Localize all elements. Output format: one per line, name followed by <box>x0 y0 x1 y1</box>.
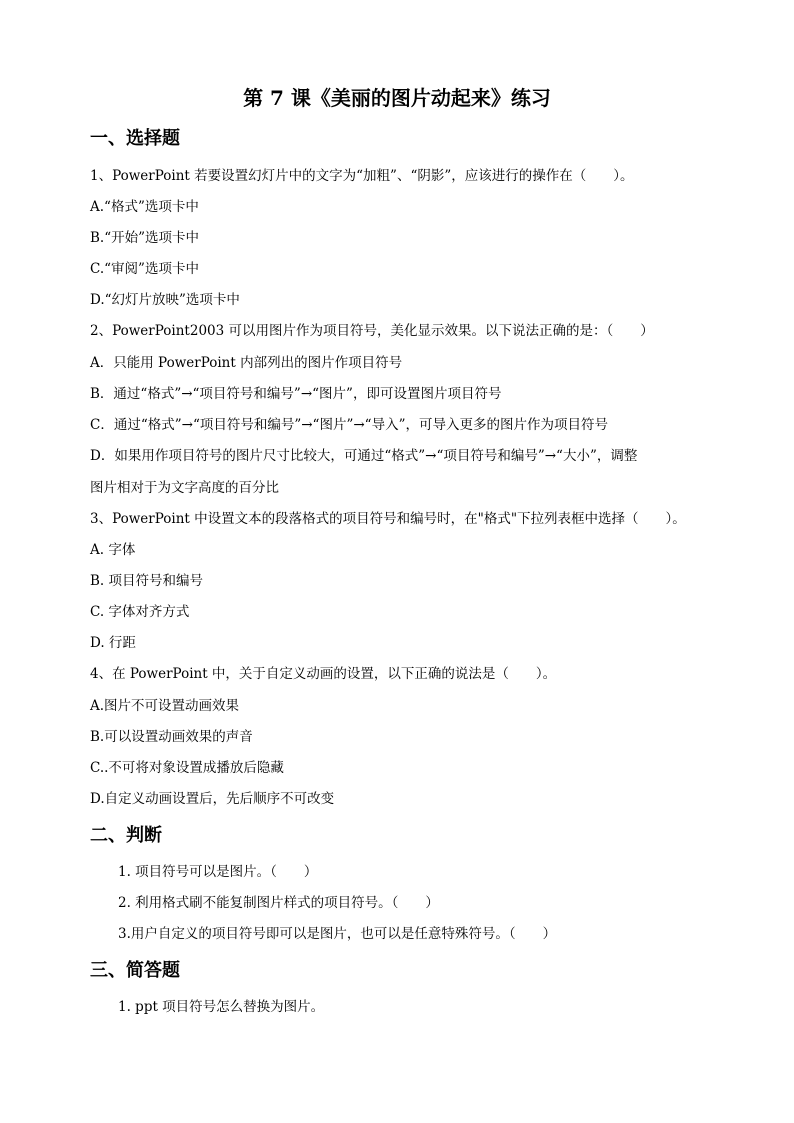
page-title: 第 7 课《美丽的图片动起来》练习 <box>243 86 551 110</box>
question-2-option-d-continued: 图片相对于为文字高度的百分比 <box>90 480 279 496</box>
short-answer-item-1: 1. ppt 项目符号怎么替换为图片。 <box>118 999 325 1015</box>
question-3-stem: 3、PowerPoint 中设置文本的段落格式的项目符号和编号时，在"格式"下拉列表框中选择（ ）。 <box>90 511 686 527</box>
question-2-option-a: A．只能用 PowerPoint 内部列出的图片作项目符号 <box>90 355 403 371</box>
question-2-option-c: C．通过“格式”→“项目符号和编号”→“图片”→“导入”，可导入更多的图片作为项目符号 <box>90 417 608 433</box>
question-1-option-a: A.“格式”选项卡中 <box>90 199 199 215</box>
question-2-option-b: B．通过“格式”→“项目符号和编号”→“图片”，即可设置图片项目符号 <box>90 386 502 402</box>
question-1-option-d: D.“幻灯片放映”选项卡中 <box>90 292 240 308</box>
question-4-option-c: C..不可将对象设置成播放后隐藏 <box>90 760 284 776</box>
judge-item-3: 3.用户自定义的项目符号即可以是图片，也可以是任意特殊符号。（ ） <box>118 926 557 942</box>
question-1-option-c: C.“审阅”选项卡中 <box>90 261 199 277</box>
section-heading-choice: 一、选择题 <box>90 128 180 149</box>
judge-item-1: 1. 项目符号可以是图片。（ ） <box>118 864 318 880</box>
question-3-option-c: C. 字体对齐方式 <box>90 604 190 620</box>
question-4-stem: 4、在 PowerPoint 中，关于自定义动画的设置，以下正确的说法是（ ）。 <box>90 666 557 682</box>
question-3-option-a: A. 字体 <box>90 542 136 558</box>
question-2-option-d: D．如果用作项目符号的图片尺寸比较大，可通过“格式”→“项目符号和编号”→“大小”，调整 <box>90 448 638 464</box>
question-2-stem: 2、PowerPoint2003 可以用图片作为项目符号，美化显示效果。以下说法正确的是：（ ） <box>90 323 654 339</box>
question-3-option-b: B. 项目符号和编号 <box>90 573 204 589</box>
question-4-option-b: B.可以设置动画效果的声音 <box>90 729 253 745</box>
question-4-option-d: D.自定义动画设置后，先后顺序不可改变 <box>90 791 335 807</box>
section-heading-short-answer: 三、简答题 <box>90 960 180 981</box>
question-4-option-a: A.图片不可设置动画效果 <box>90 698 240 714</box>
judge-item-2: 2. 利用格式刷不能复制图片样式的项目符号。（ ） <box>118 895 439 911</box>
section-heading-judge: 二、判断 <box>90 825 162 846</box>
question-3-option-d: D. 行距 <box>90 635 136 651</box>
question-1-option-b: B.“开始”选项卡中 <box>90 230 200 246</box>
question-1-stem: 1、PowerPoint 若要设置幻灯片中的文字为“加粗”、“阴影”，应该进行的操作在（ ）。 <box>90 168 634 184</box>
